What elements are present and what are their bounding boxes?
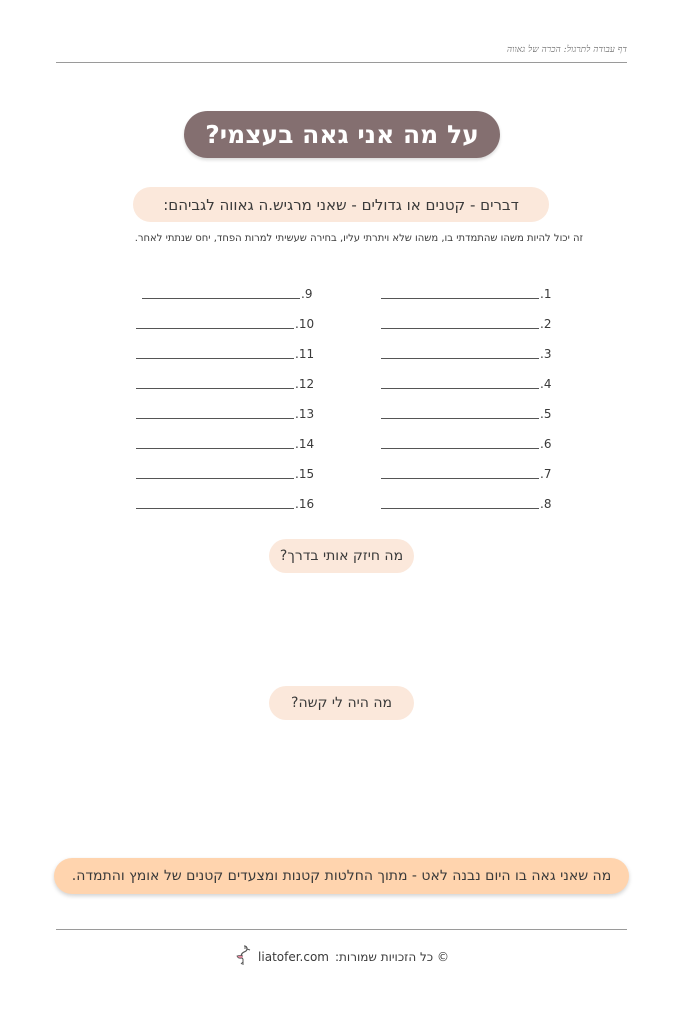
answer-line[interactable] bbox=[381, 358, 539, 359]
list-item-12 bbox=[136, 373, 314, 391]
list-number: 4. bbox=[540, 377, 552, 391]
answer-line[interactable] bbox=[136, 508, 294, 509]
copyright-text: © כל הזכויות שמורות: bbox=[335, 949, 449, 964]
answer-line[interactable] bbox=[136, 328, 294, 329]
answer-line[interactable] bbox=[136, 418, 294, 419]
copyright bbox=[0, 944, 683, 969]
page-title: על מה אני גאה בעצמי? bbox=[184, 111, 500, 158]
answer-line[interactable] bbox=[381, 448, 539, 449]
list-item-8 bbox=[381, 493, 551, 511]
list-number: 14. bbox=[295, 437, 315, 451]
answer-line[interactable] bbox=[381, 508, 539, 509]
intro-text: זה יכול להיות משהו שהתמדתי בו, משהו שלא ויתרתי עליו, בחירה שעשיתי למרות הפחד, יחס שנתתי לאחר. bbox=[134, 233, 583, 244]
header-title: דף עבודה לתרגול: הכרה של גאווה bbox=[506, 45, 627, 55]
answer-line[interactable] bbox=[381, 298, 539, 299]
list-number: 8. bbox=[540, 497, 552, 511]
list-item-7 bbox=[381, 463, 551, 481]
copyright-site[interactable]: liatofer.com bbox=[258, 949, 329, 964]
list-number: 6. bbox=[540, 437, 552, 451]
footer-divider bbox=[56, 929, 627, 930]
list-item-1 bbox=[381, 283, 551, 301]
answer-line[interactable] bbox=[136, 478, 294, 479]
list-item-10 bbox=[136, 313, 314, 331]
list-number: 7. bbox=[540, 467, 552, 481]
list-number: 1. bbox=[540, 287, 552, 301]
list-item-13 bbox=[136, 403, 314, 421]
list-item-4 bbox=[381, 373, 551, 391]
section-difficult-heading: מה היה לי קשה? bbox=[269, 686, 414, 720]
answer-line[interactable] bbox=[136, 388, 294, 389]
list-item-5 bbox=[381, 403, 551, 421]
list-item-16 bbox=[136, 493, 314, 511]
answer-line[interactable] bbox=[381, 388, 539, 389]
flamingo-icon bbox=[234, 944, 252, 969]
list-number: 3. bbox=[540, 347, 552, 361]
list-number: 10. bbox=[295, 317, 315, 331]
section-strengthened-heading: מה חיזק אותי בדרך? bbox=[269, 539, 414, 573]
list-number: 11. bbox=[295, 347, 315, 361]
footer-message: מה שאני גאה בו היום נבנה לאט - מתוך החלטות קטנות ומצעדים קטנים של אומץ והתמדה. bbox=[54, 858, 629, 894]
list-number: 2. bbox=[540, 317, 552, 331]
answer-line[interactable] bbox=[136, 358, 294, 359]
list-item-11 bbox=[136, 343, 314, 361]
list-item-14 bbox=[136, 433, 314, 451]
header-divider bbox=[56, 62, 627, 63]
subtitle: דברים - קטנים או גדולים - שאני מרגיש.ה גאווה לגביהם: bbox=[133, 187, 549, 222]
list-number: 5. bbox=[540, 407, 552, 421]
answer-line[interactable] bbox=[136, 448, 294, 449]
list-number: 9. bbox=[301, 287, 313, 301]
list-item-6 bbox=[381, 433, 551, 451]
list-item-3 bbox=[381, 343, 551, 361]
list-number: 15. bbox=[295, 467, 315, 481]
answer-line[interactable] bbox=[142, 298, 300, 299]
list-item-9 bbox=[142, 283, 312, 301]
list-number: 16. bbox=[295, 497, 315, 511]
answer-line[interactable] bbox=[381, 418, 539, 419]
list-number: 12. bbox=[295, 377, 315, 391]
list-number: 13. bbox=[295, 407, 315, 421]
answer-line[interactable] bbox=[381, 478, 539, 479]
list-item-15 bbox=[136, 463, 314, 481]
list-item-2 bbox=[381, 313, 551, 331]
answer-line[interactable] bbox=[381, 328, 539, 329]
